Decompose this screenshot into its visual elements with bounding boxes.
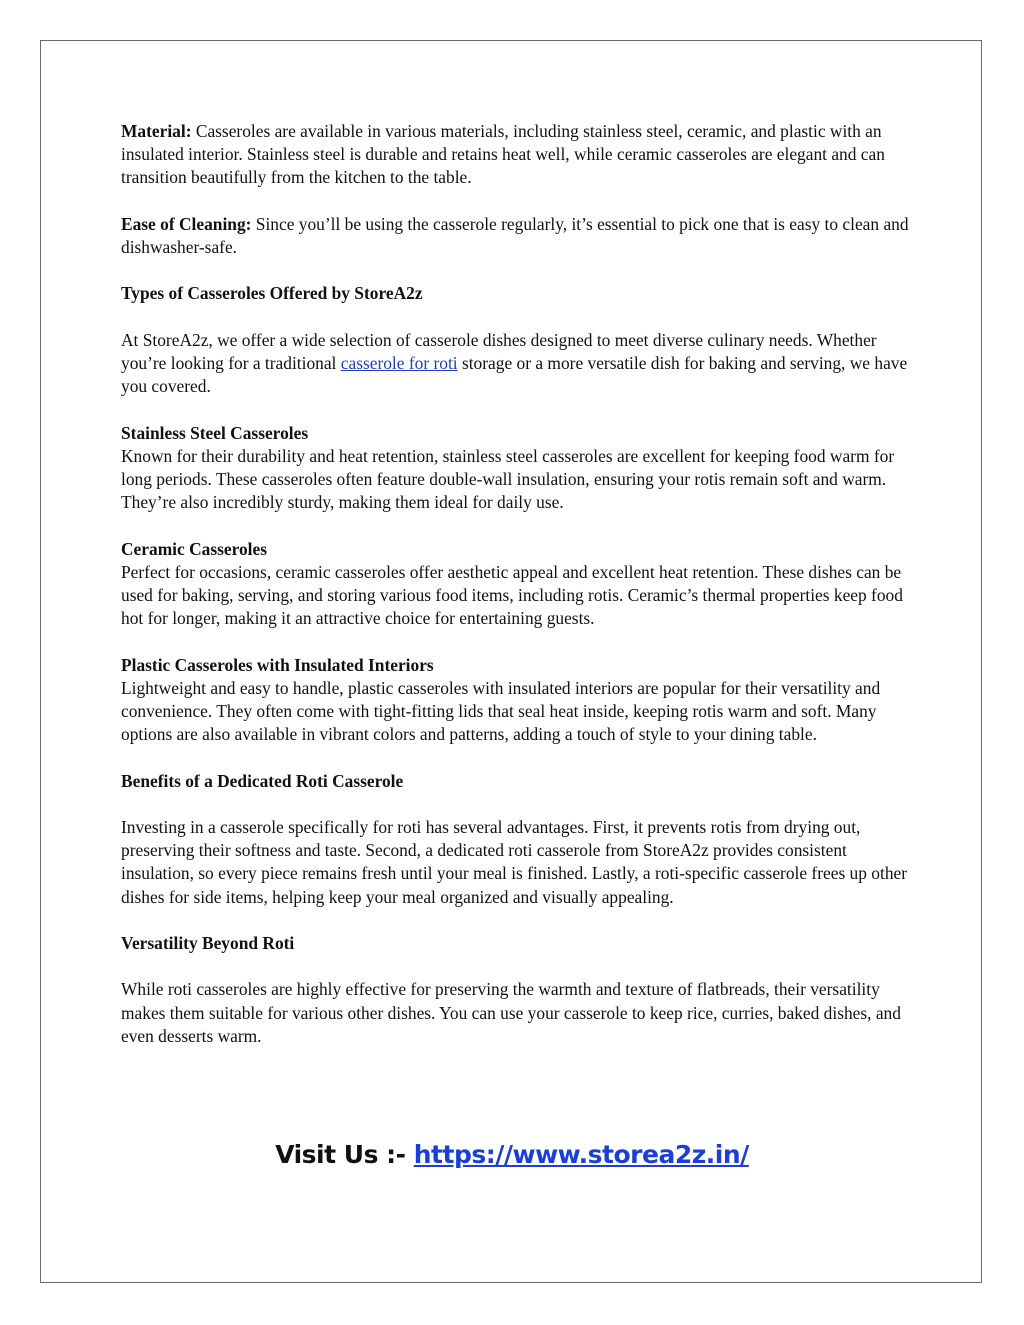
cleaning-label: Ease of Cleaning: [121,213,252,234]
versatility-paragraph: While roti casseroles are highly effective for preserving the warmth and texture of flatbreads, their versatility makes them suitable for various other dishes. You can use your casserole to keep rice, curries, baked dishes, and even desserts warm. [121,979,901,1046]
material-paragraph [121,120,911,190]
visit-us-line [0,1140,1024,1169]
ceramic-text: Perfect for occasions, ceramic casseroles offer aesthetic appeal and excellent heat retention. These dishes can be used for baking, serving, and storing various food items, including rotis. Ceramic’s thermal properties keep food hot for longer, making it an attractive choice for entertaining guests. [121,561,903,629]
benefits-heading-text: Benefits of a Dedicated Roti Casserole [121,770,404,791]
visit-us-label: Visit Us :- [275,1140,414,1169]
benefits-paragraph: Investing in a casserole specifically for roti has several advantages. First, it prevents rotis from drying out, preserving their softness and taste. Second, a dedicated roti casserole from StoreA2z provides consistent insulation, so every piece remains fresh until your meal is finished. Lastly, a roti-specific casserole frees up other dishes for side items, helping keep your meal organized and visually appealing. [121,816,908,907]
material-text: Casseroles are available in various materials, including stainless steel, ceramic, and plastic with an insulated interior. Stainless steel is durable and retains heat well, while ceramic casseroles are elegant and can transition beautifully from the kitchen to the table. [121,121,885,188]
versatility-heading-text: Versatility Beyond Roti [121,932,295,953]
cleaning-text: Since you’ll be using the casserole regularly, it’s essential to pick one that is easy to clean and dishwasher-safe. [121,213,909,257]
types-intro-after: storage or a more versatile dish for baking and serving, we have you covered. [121,352,908,397]
types-intro-paragraph [121,329,911,399]
types-heading [121,282,911,305]
versatility-heading [121,932,911,955]
plastic-heading: Plastic Casseroles with Insulated Interiors [121,654,434,675]
benefits-heading [121,770,911,793]
plastic-section [121,654,911,747]
website-link[interactable]: https://www.storea2z.in/ [413,1140,749,1169]
plastic-text: Lightweight and easy to handle, plastic casseroles with insulated interiors are popular for their versatility and convenience. They often come with tight-fitting lids that seal heat inside, keeping rotis warm and soft. Many options are also available in vibrant colors and patterns, adding a touch of style to your dining table. [121,677,881,745]
ceramic-heading: Ceramic Casseroles [121,538,268,559]
stainless-text: Known for their durability and heat retention, stainless steel casseroles are excellent for keeping food warm for long periods. These casseroles often feature double-wall insulation, ensuring your rotis remain soft and warm. They’re also incredibly sturdy, making them ideal for daily use. [121,445,895,513]
types-intro-before: At StoreA2z, we offer a wide selection of casserole dishes designed to meet diverse culinary needs. Whether you’re looking for a traditional [121,329,877,373]
types-heading-text: Types of Casseroles Offered by StoreA2z [121,283,423,304]
cleaning-paragraph [121,213,911,259]
ceramic-section [121,538,911,631]
material-label: Material: [121,121,192,141]
stainless-section [121,422,911,515]
document-body [121,120,911,1071]
casserole-for-roti-link[interactable]: casserole for roti [340,352,458,373]
stainless-heading: Stainless Steel Casseroles [121,422,309,443]
